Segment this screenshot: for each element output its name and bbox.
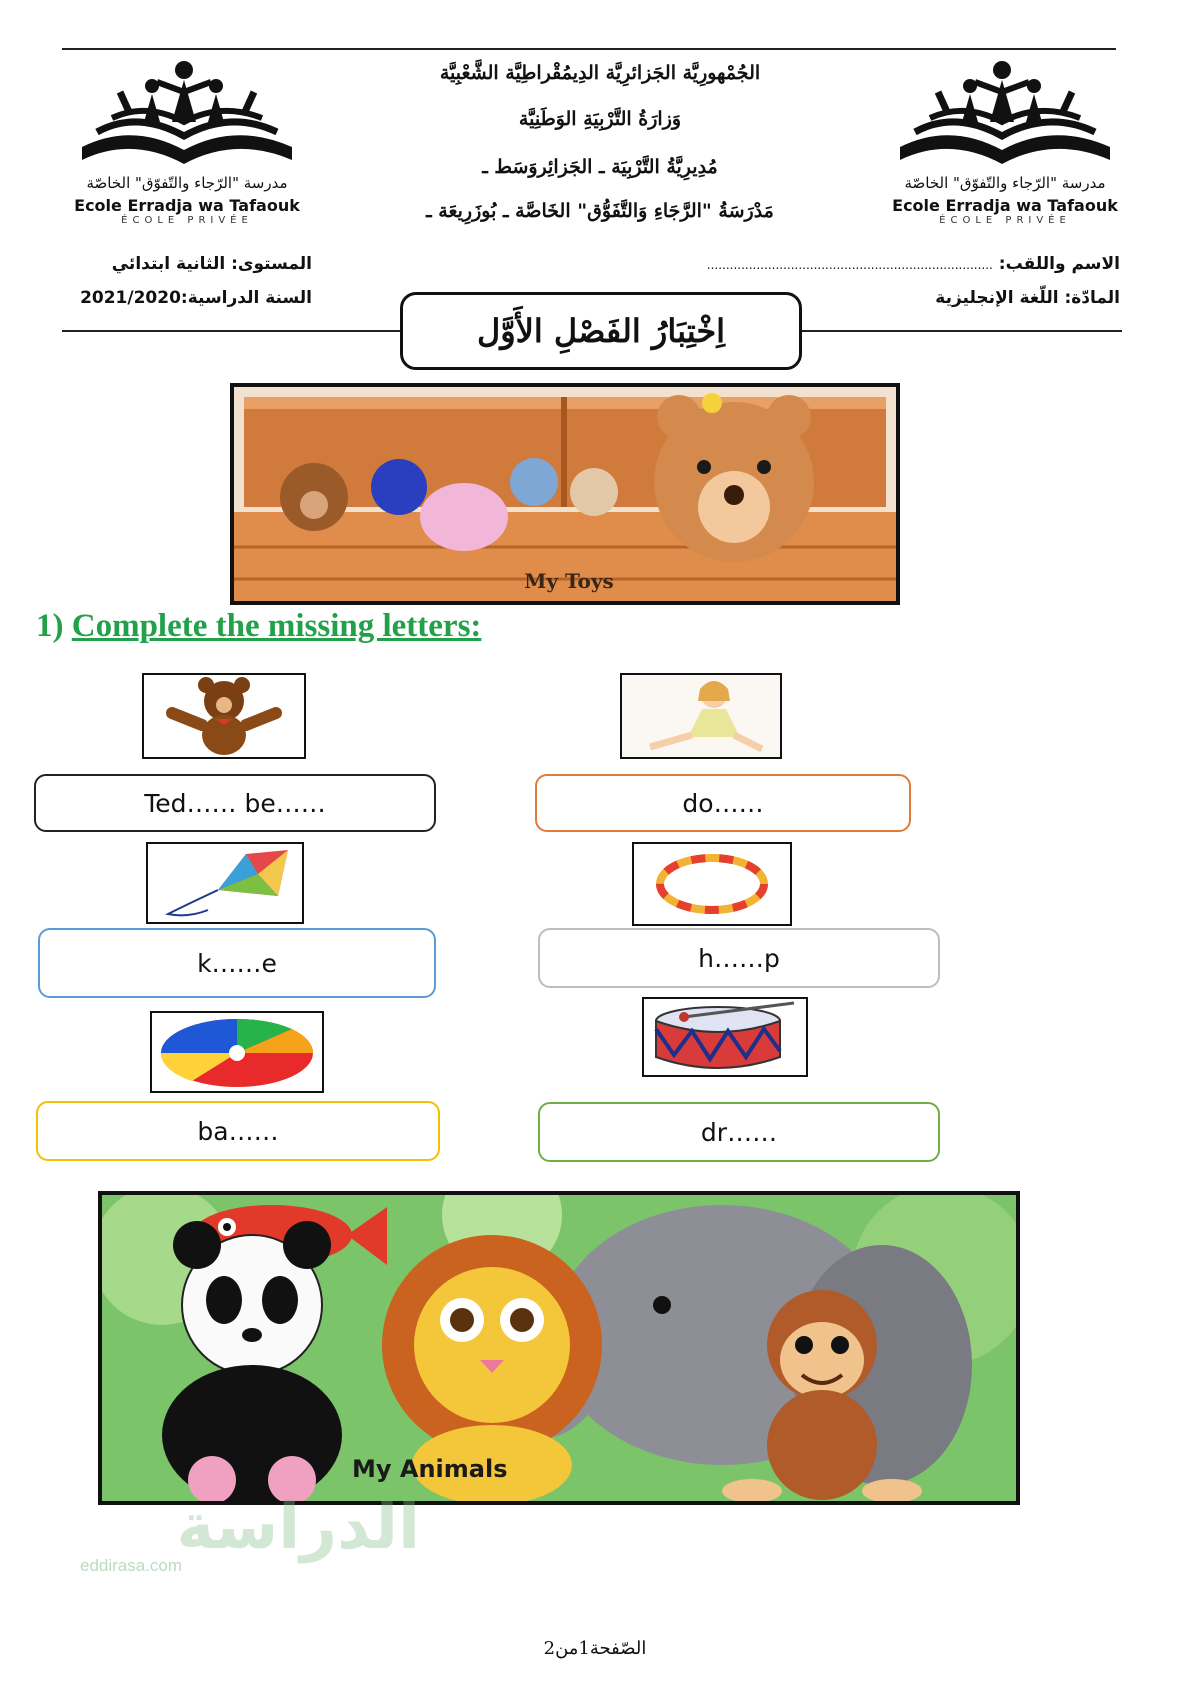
word-box-teddy-bear: Ted…… be…… (34, 774, 436, 832)
title-rule (62, 330, 402, 332)
logo-arabic-name: مدرسة "الرّجاء والتّفوّق" الخاصّة (904, 174, 1106, 192)
name-field (707, 254, 1120, 274)
kite-icon (146, 842, 304, 924)
name-dots: ........................................................................... (706, 258, 993, 272)
word-box-kite: k……e (38, 928, 436, 998)
exam-title: اِخْتِبَارُ الفَصْلِ الأَوَّل (400, 292, 802, 370)
header-directorate: مُدِيرِيَّةُ التَّرْبِيَة ـ الجَزائِروَسَط ـ (482, 156, 718, 178)
logo-private-label: ÉCOLE PRIVÉE (121, 215, 253, 226)
name-label: الاسم واللقب: (998, 254, 1120, 274)
header-school: مَدْرَسَةُ "الرَّجَاءِ وَالتَّفَوُّق" الخَاصَّة ـ بُوزَرِيعَة ـ (426, 200, 774, 222)
header-ministry: وَزارَةُ التَّرْبِيَةِ الوَطَنِيَّة (518, 108, 682, 130)
header-republic: الجُمْهورِيَّة الجَزائرِيَّة الدِيمُقْراطِيَّة الشَّعْبِيَّة (439, 62, 761, 84)
page-number: الصّفحة1من2 (543, 1638, 647, 1659)
book-people-icon (72, 52, 302, 172)
exercise-number: 1) (36, 608, 64, 644)
school-logo-right (880, 52, 1130, 242)
title-rule-right (802, 330, 1122, 332)
word-box-ball: ba…… (36, 1101, 440, 1161)
word-box-hoop: h……p (538, 928, 940, 988)
word-box-doll: do…… (535, 774, 911, 832)
teddy-bear-icon (142, 673, 306, 759)
logo-french-name: Ecole Erradja wa Tafaouk (74, 196, 300, 215)
logo-arabic-name: مدرسة "الرّجاء والتّفوّق" الخاصّة (86, 174, 288, 192)
school-year-label: السنة الدراسية:2021/2020 (80, 288, 312, 308)
animals-caption: My Animals (352, 1455, 508, 1483)
subject-label: المادّة: اللّغة الإنجليزية (935, 288, 1120, 308)
level-label: المستوى: الثانية ابتدائي (111, 254, 312, 274)
animals-picture (98, 1191, 1020, 1505)
exercise-title: Complete the missing letters: (71, 608, 482, 644)
watermark-site: eddirasa.com (80, 1556, 183, 1575)
toys-caption: My Toys (524, 569, 614, 593)
logo-french-name: Ecole Erradja wa Tafaouk (892, 196, 1118, 215)
school-logo-left (62, 52, 312, 242)
word-box-drum: dr…… (538, 1102, 940, 1162)
toys-picture (230, 383, 900, 605)
exercise-heading (36, 608, 481, 645)
top-rule (62, 48, 1116, 50)
logo-private-label: ÉCOLE PRIVÉE (939, 215, 1071, 226)
ball-icon (150, 1011, 324, 1093)
site-watermark (70, 1490, 420, 1590)
doll-icon (620, 673, 782, 759)
drum-icon (642, 997, 808, 1077)
hoop-icon (632, 842, 792, 926)
watermark-arabic: الدراسة (176, 1490, 420, 1564)
book-people-icon (890, 52, 1120, 172)
